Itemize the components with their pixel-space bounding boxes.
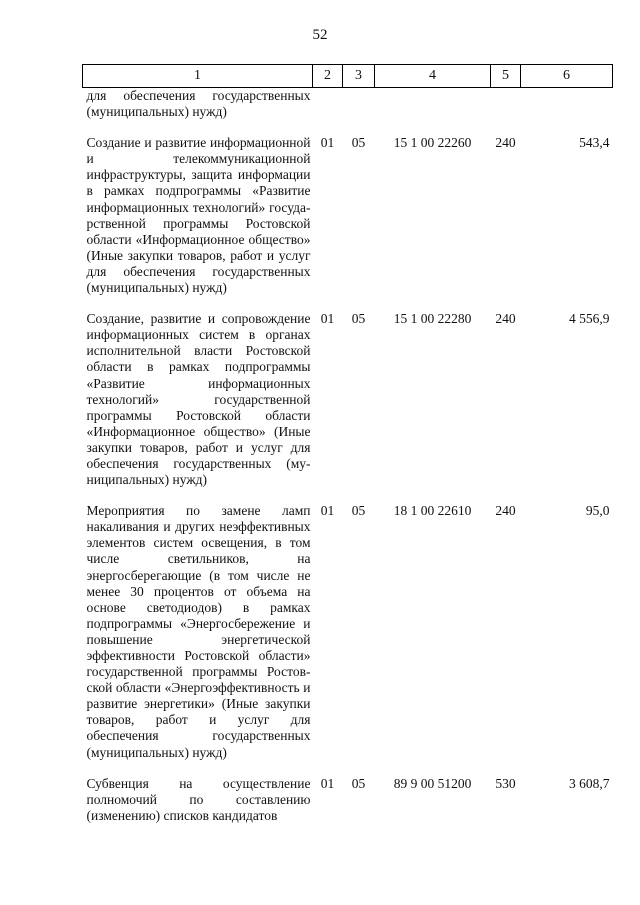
col-header-5: 5 <box>491 65 521 88</box>
row-subsection: 05 <box>351 311 366 327</box>
row-expense-type: 240 <box>495 503 516 519</box>
row-target-code: 89 9 00 51200 <box>393 775 472 791</box>
header-row <box>83 65 613 88</box>
table-row <box>83 496 613 769</box>
row-target-code: 15 1 00 22280 <box>393 311 472 327</box>
col-header-2: 2 <box>313 65 343 88</box>
row-description: Субвенция на осуществление полномочий по составлению (изменению) списков кандидатов <box>86 775 311 823</box>
row-amount: 4 556,9 <box>569 311 610 327</box>
row-amount: 95,0 <box>585 503 610 519</box>
row-section: 01 <box>320 503 335 519</box>
row-expense-type <box>491 88 521 129</box>
table-row <box>83 769 613 832</box>
row-subsection: 05 <box>351 135 366 151</box>
row-description: Создание и развитие информационной и телекоммуникационной инфраструктуры, защита информации в рамках подпрограммы «Развитие информационных технологий» государственной программы Ростовской области «Информационное общество» (Иные закупки товаров, работ и услуг для обеспечения государственных (муниципальных) нужд) <box>86 135 311 296</box>
col-header-3: 3 <box>343 65 375 88</box>
row-subsection: 05 <box>351 503 366 519</box>
row-subsection: 05 <box>351 775 366 791</box>
row-amount: 3 608,7 <box>569 775 610 791</box>
row-description: Создание, развитие и сопровождение информационных систем в органах исполнительной власти Ростовской области в рамках подпрограммы «Развитие информационных технологий» государственной программы Ростовской области «Информационное общество» (Иные закупки товаров, работ и услуг для обеспечения государственных (муниципальных) нужд) <box>86 311 311 488</box>
row-description: Мероприятия по замене ламп накаливания и других неэффективных элементов систем освещения, в том числе светильников, на энергосберегающие (в том числе не менее 30 процентов от объема на основе светодиодов) в рамках подпрограммы «Энергосбережение и повышение энергетической эффективности Ростовской области» государственной программы Ростовской области «Энергоэффективность и развитие энергетики» (Иные закупки товаров, работ и услуг для обеспечения государственных (муниципальных) нужд) <box>86 503 311 760</box>
row-section <box>313 88 343 129</box>
row-subsection <box>343 88 375 129</box>
row-target-code: 18 1 00 22610 <box>393 503 472 519</box>
table-row <box>83 88 613 129</box>
col-header-4: 4 <box>375 65 491 88</box>
row-expense-type: 240 <box>495 135 516 151</box>
table-row <box>83 128 613 304</box>
row-expense-type: 240 <box>495 311 516 327</box>
col-header-6: 6 <box>521 65 613 88</box>
row-target-code: 15 1 00 22260 <box>393 135 472 151</box>
row-expense-type: 530 <box>495 775 516 791</box>
row-amount <box>521 88 613 129</box>
row-section: 01 <box>320 311 335 327</box>
row-section: 01 <box>320 775 335 791</box>
page-number: 52 <box>312 27 328 43</box>
table-row <box>83 304 613 496</box>
row-description: для обеспечения государственных (муниципальных) нужд) <box>86 88 311 120</box>
budget-table <box>82 64 613 832</box>
row-amount: 543,4 <box>579 135 610 151</box>
row-target-code <box>375 88 491 129</box>
col-header-1: 1 <box>83 65 313 88</box>
row-section: 01 <box>320 135 335 151</box>
